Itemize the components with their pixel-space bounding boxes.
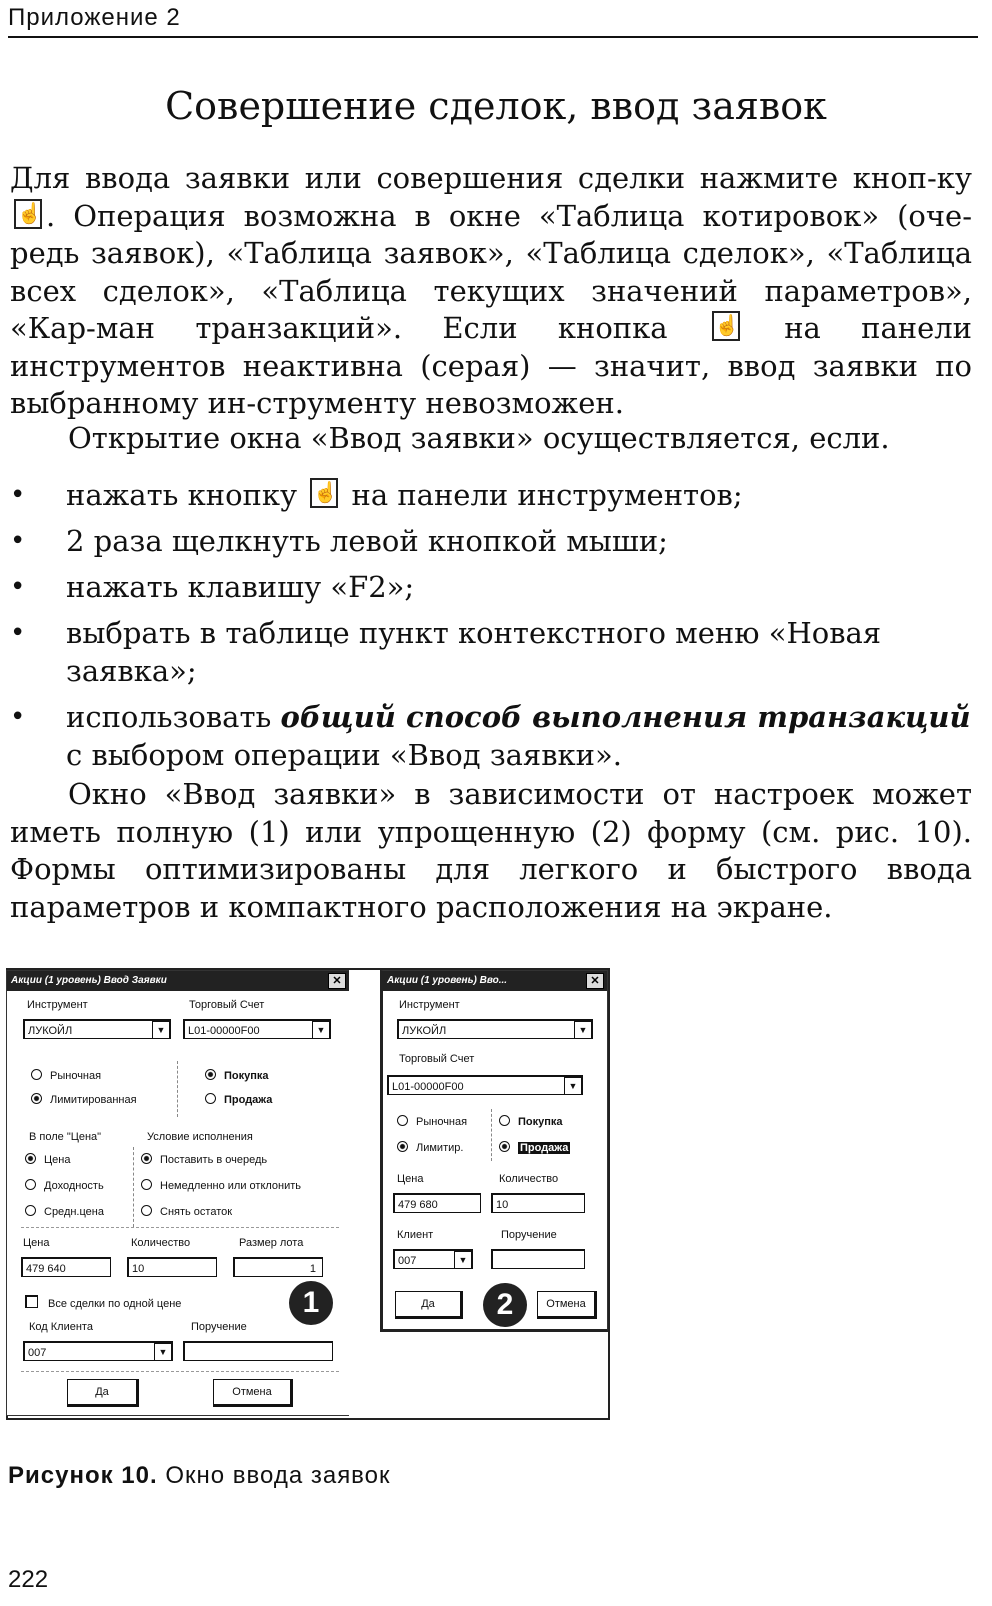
sell-radio[interactable]: [499, 1141, 570, 1154]
price-label: Цена: [397, 1173, 424, 1185]
buy-label: Покупка: [518, 1116, 563, 1128]
ok-button[interactable]: Да: [395, 1291, 463, 1319]
limit-label: Лимитир.: [416, 1142, 464, 1154]
chevron-down-icon[interactable]: ▼: [574, 1021, 592, 1039]
chevron-down-icon[interactable]: ▼: [154, 1343, 172, 1361]
yield-radio[interactable]: [25, 1179, 104, 1192]
sell-label: Продажа: [224, 1094, 273, 1106]
client-select[interactable]: [23, 1341, 173, 1361]
instrument-value: ЛУКОЙЛ: [28, 1025, 73, 1037]
client-label: Код Клиента: [29, 1321, 93, 1333]
account-value: L01-00000F00: [188, 1025, 260, 1037]
price-value: 479 680: [398, 1199, 438, 1211]
qty-input[interactable]: [491, 1193, 585, 1213]
bullet-5-emphasis: общий способ выполнения транзакций: [280, 700, 971, 734]
order-label: Поручение: [191, 1321, 247, 1333]
order-label: Поручение: [501, 1229, 557, 1241]
market-radio[interactable]: [397, 1115, 467, 1128]
caption-text: Окно ввода заявок: [165, 1462, 391, 1489]
divider: [21, 1371, 339, 1372]
instrument-label: Инструмент: [27, 999, 88, 1011]
market-radio[interactable]: [31, 1069, 101, 1082]
queue-label: Поставить в очередь: [160, 1154, 268, 1166]
bullet-2: 2 раза щелкнуть левой кнопкой мыши;: [66, 524, 668, 558]
list-item: [10, 568, 972, 606]
account-select[interactable]: [183, 1019, 331, 1039]
lot-input: [233, 1257, 323, 1277]
price-radio[interactable]: [25, 1153, 70, 1166]
instrument-select[interactable]: [397, 1019, 593, 1039]
account-select[interactable]: [387, 1075, 583, 1095]
instrument-label: Инструмент: [399, 999, 460, 1011]
order-input[interactable]: [183, 1341, 333, 1361]
qty-value: 10: [496, 1199, 509, 1211]
close-icon[interactable]: ✕: [328, 973, 346, 989]
sell-radio[interactable]: [205, 1093, 272, 1106]
divider: [133, 1147, 134, 1227]
instrument-select[interactable]: [23, 1019, 171, 1039]
avg-price-label: Средн.цена: [44, 1206, 104, 1218]
bullet-1-a: нажать кнопку: [66, 478, 298, 512]
caption-label: Рисунок 10.: [8, 1462, 158, 1489]
condition-label: Условие исполнения: [147, 1131, 253, 1143]
dialog-title-bar: [7, 971, 349, 991]
order-input[interactable]: [491, 1249, 585, 1269]
account-label: Торговый Счет: [399, 1053, 475, 1065]
chevron-down-icon[interactable]: ▼: [454, 1251, 472, 1269]
page-number: 222: [8, 1566, 49, 1593]
price-field-label: В поле "Цена": [29, 1131, 102, 1143]
bullet-5-a: использовать: [66, 700, 272, 734]
immediate-label: Немедленно или отклонить: [160, 1180, 302, 1192]
limit-radio[interactable]: [397, 1141, 463, 1154]
order-dialog-full: [6, 970, 349, 1416]
divider: [21, 1227, 339, 1228]
list-item: [10, 522, 972, 560]
paragraph-1: [10, 160, 972, 423]
lot-label: Размер лота: [239, 1237, 304, 1249]
dialog-title: Акции (1 уровень) Вво...: [387, 975, 508, 986]
client-label: Клиент: [397, 1229, 434, 1241]
yield-label: Доходность: [44, 1180, 104, 1192]
qty-value: 10: [132, 1263, 145, 1275]
cancel-rest-label: Снять остаток: [160, 1206, 233, 1218]
instrument-value: ЛУКОЙЛ: [402, 1025, 447, 1037]
limit-label: Лимитированная: [50, 1094, 137, 1106]
account-value: L01-00000F00: [392, 1081, 464, 1093]
bullet-list: [10, 476, 972, 782]
market-label: Рыночная: [50, 1070, 102, 1082]
cancel-button[interactable]: Отмена: [213, 1379, 293, 1407]
close-icon[interactable]: ✕: [586, 973, 604, 989]
figure-caption: [8, 1462, 391, 1490]
immediate-radio[interactable]: [141, 1179, 301, 1192]
qty-label: Количество: [499, 1173, 559, 1185]
price-value: 479 640: [26, 1263, 66, 1275]
running-header: Приложение 2: [8, 4, 181, 31]
ok-button[interactable]: Да: [67, 1379, 139, 1407]
cancel-button[interactable]: Отмена: [537, 1291, 597, 1319]
bullet-4: выбрать в таблице пункт контекстного меню «Новая заявка»;: [66, 616, 882, 688]
client-select[interactable]: [393, 1249, 473, 1269]
dialog-title: Акции (1 уровень) Ввод Заявки: [11, 975, 167, 986]
bullet-5-b: с выбором операции «Ввод заявки».: [66, 738, 622, 772]
list-item: [10, 698, 972, 774]
lot-value: 1: [309, 1263, 316, 1275]
price-label: Цена: [23, 1237, 50, 1249]
avg-price-radio[interactable]: [25, 1205, 104, 1218]
all-deals-checkbox[interactable]: [25, 1295, 181, 1310]
chevron-down-icon[interactable]: ▼: [152, 1021, 170, 1039]
qty-input[interactable]: [127, 1257, 217, 1277]
section-title: Совершение сделок, ввод заявок: [165, 84, 827, 128]
client-value: 007: [398, 1255, 417, 1267]
paragraph-2: Открытие окна «Ввод заявки» осуществляется, если.: [68, 421, 890, 455]
header-rule: [8, 36, 978, 38]
figure-badge-2: 2: [483, 1283, 527, 1327]
para1-part-a: Для ввода заявки или совершения сделки нажмите кноп-ку: [10, 161, 972, 195]
list-item: [10, 614, 972, 690]
market-label: Рыночная: [416, 1116, 468, 1128]
bullet-3: нажать клавишу «F2»;: [66, 570, 415, 604]
chevron-down-icon[interactable]: ▼: [312, 1021, 330, 1039]
price-radio-label: Цена: [44, 1154, 71, 1166]
paragraph-3: Окно «Ввод заявки» в зависимости от настроек может иметь полную (1) или упрощенную (2) форму (см. рис. 10). Формы оптимизированы для легкого и быстрого ввода параметров и компактного расположения на экране.: [10, 777, 972, 924]
bullet-1-b: на панели инструментов;: [351, 478, 743, 512]
buy-label: Покупка: [224, 1070, 269, 1082]
order-dialog-simple: [380, 970, 608, 1332]
cancel-rest-radio[interactable]: [141, 1205, 232, 1218]
buy-radio[interactable]: [205, 1069, 269, 1082]
order-hand-icon: [14, 199, 42, 229]
dialog-title-bar: [383, 971, 607, 991]
chevron-down-icon[interactable]: ▼: [564, 1077, 582, 1095]
client-value: 007: [28, 1347, 47, 1359]
qty-label: Количество: [131, 1237, 191, 1249]
price-input[interactable]: [21, 1257, 111, 1277]
divider: [177, 1061, 178, 1117]
price-input[interactable]: [393, 1193, 481, 1213]
buy-radio[interactable]: [499, 1115, 563, 1128]
sell-label: Продажа: [520, 1142, 569, 1154]
para1-part-b: . Операция возможна в окне «Таблица котировок» (оче-редь заявок), «Таблица заявок», «Таблица сделок», «Таблица всех сделок», «Таблица текущих значений параметров», «Кар-ман транзакций». Если кнопка: [10, 198, 972, 345]
account-label: Торговый Счет: [189, 999, 265, 1011]
order-hand-icon: [310, 478, 338, 508]
all-deals-label: Все сделки по одной цене: [48, 1298, 182, 1310]
divider: [491, 1109, 492, 1161]
figure-badge-1: 1: [289, 1281, 333, 1325]
list-item: [10, 476, 972, 514]
order-hand-icon: [712, 311, 740, 341]
para1-part-c: на панели инструментов неактивна (серая) — значит, ввод заявки по выбранному ин-струменту невозможен.: [10, 311, 973, 420]
queue-radio[interactable]: [141, 1153, 267, 1166]
limit-radio[interactable]: [31, 1093, 137, 1106]
